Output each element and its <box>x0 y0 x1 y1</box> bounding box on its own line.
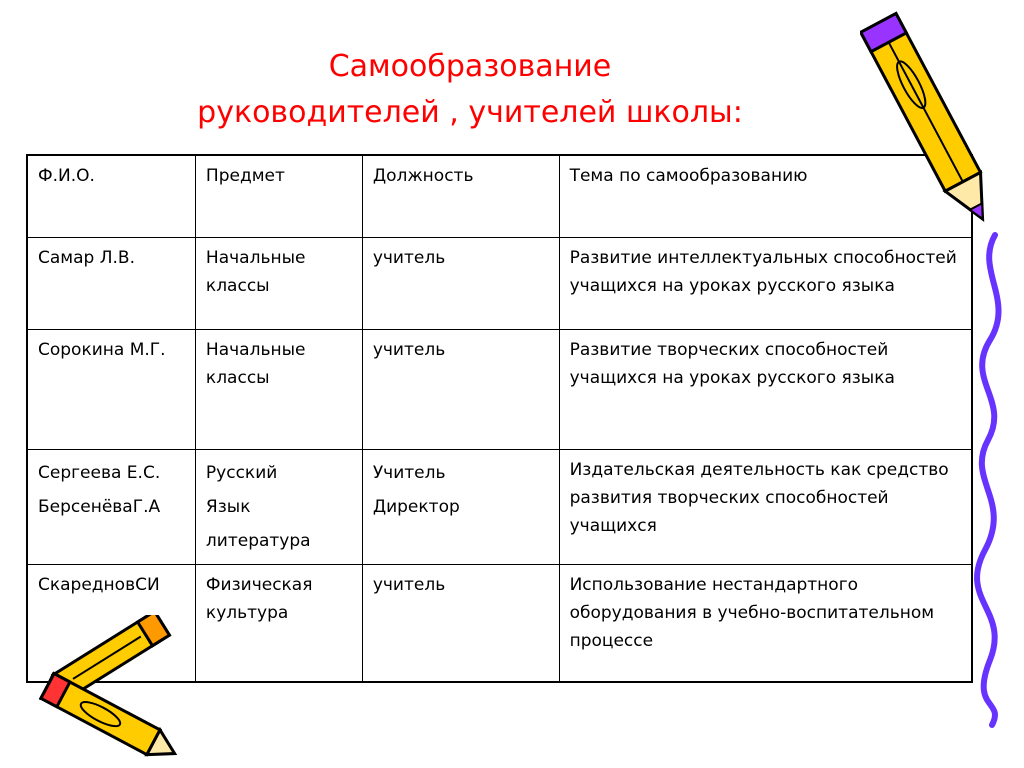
fio-line: СкаредновСИ <box>38 574 160 595</box>
pencil-icon <box>860 0 1000 240</box>
subject-line: Начальные классы <box>205 339 306 388</box>
subject-line: Физическая культура <box>205 574 313 623</box>
cell-fio <box>27 237 195 329</box>
cell-topic <box>559 329 972 449</box>
topic-line: Развитие интеллектуальных способностей учащихся на уроках русского языка <box>569 247 957 296</box>
cell-subject <box>195 564 362 682</box>
subject-line: Начальные классы <box>205 247 306 296</box>
self-education-table <box>26 154 973 683</box>
page-title <box>120 44 820 136</box>
fio-line: Сорокина М.Г. <box>38 339 166 360</box>
crayons-icon <box>0 615 210 765</box>
title-line-2: руководителей , учителей школы: <box>197 95 743 130</box>
table-row <box>27 329 972 449</box>
subject-line: Русский <box>205 462 278 483</box>
cell-topic <box>559 237 972 329</box>
cell-subject <box>195 329 362 449</box>
position-line: учитель <box>372 574 446 595</box>
cell-position <box>362 329 559 449</box>
position-line: Директор <box>372 496 460 517</box>
title-line-1: Самообразование <box>328 49 612 84</box>
cell-topic <box>559 449 972 564</box>
header-subject: Предмет <box>195 155 362 237</box>
cell-topic <box>559 564 972 682</box>
position-line: учитель <box>372 339 446 360</box>
table-row <box>27 237 972 329</box>
fio-line: Сергеева Е.С. <box>38 462 161 483</box>
topic-line: Развитие творческих способностей учащихся на уроках русского языка <box>569 339 895 388</box>
position-line: учитель <box>372 247 446 268</box>
cell-fio <box>27 329 195 449</box>
header-position: Должность <box>362 155 559 237</box>
subject-line: литература <box>205 530 311 551</box>
header-topic: Тема по самообразованию <box>559 155 972 237</box>
cell-position <box>362 449 559 564</box>
table-row <box>27 449 972 564</box>
cell-position <box>362 237 559 329</box>
header-fio: Ф.И.О. <box>27 155 195 237</box>
topic-line: Издательская деятельность как средство развития творческих способностей учащихся <box>569 459 949 536</box>
position-line: Учитель <box>372 462 446 483</box>
cell-fio <box>27 449 195 564</box>
topic-line: Использование нестандартного оборудования в учебно-воспитательном процессе <box>569 574 935 651</box>
cell-subject <box>195 449 362 564</box>
cell-subject <box>195 237 362 329</box>
table-header-row <box>27 155 972 237</box>
fio-line: БерсенёваГ.А <box>38 496 161 517</box>
fio-line: Самар Л.В. <box>38 247 135 268</box>
subject-line: Язык <box>205 496 251 517</box>
cell-position <box>362 564 559 682</box>
squiggle-line <box>970 230 1020 730</box>
